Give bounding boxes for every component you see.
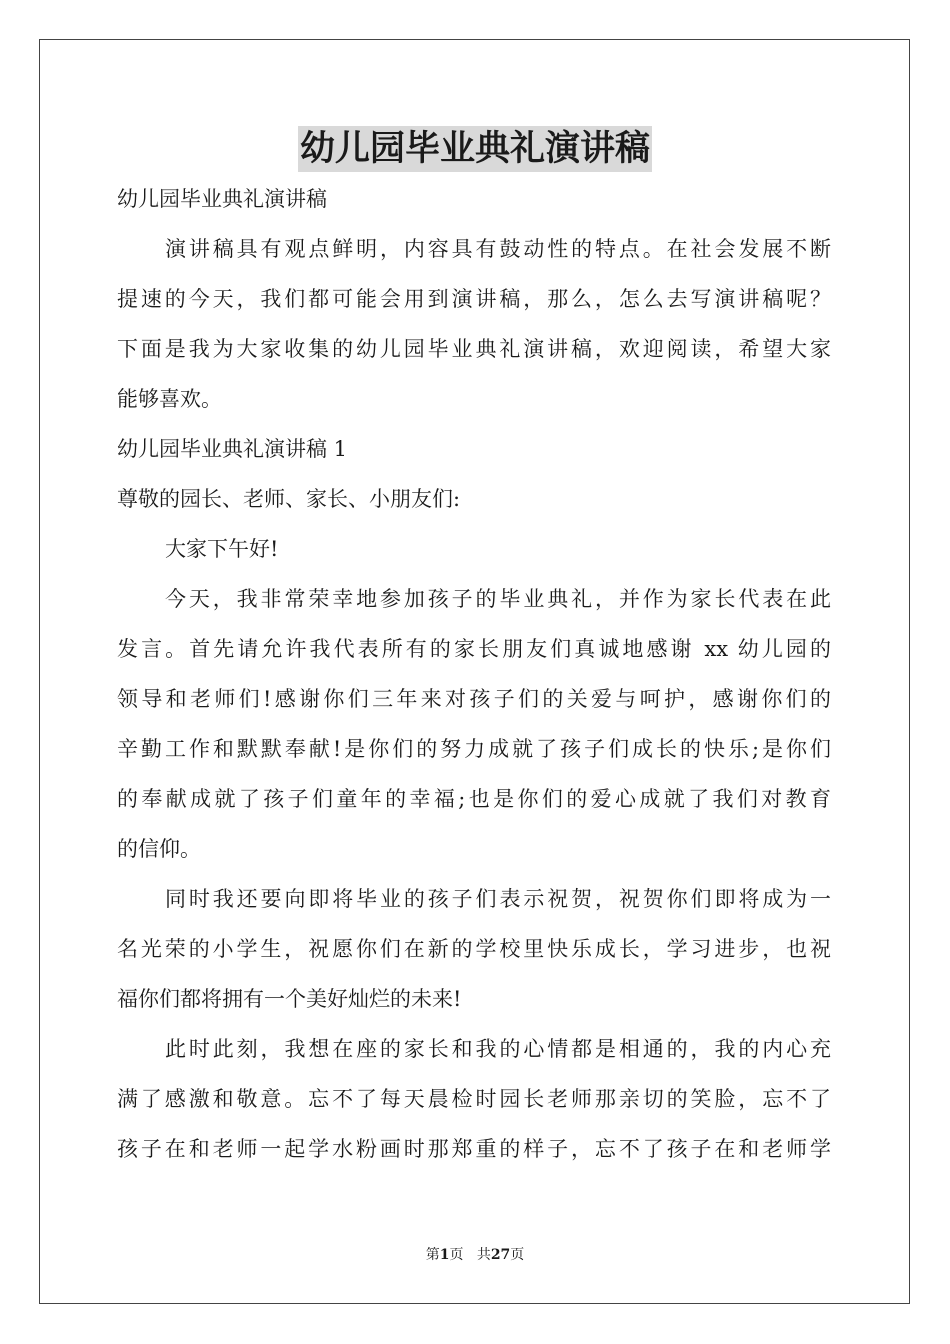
intro-line: 演讲稿具有观点鲜明，内容具有鼓动性的特点。在社会发展不断 [165, 237, 831, 261]
paragraph-line: 此时此刻，我想在座的家长和我的心情都是相通的，我的内心充 [165, 1037, 831, 1061]
greeting: 大家下午好! [165, 537, 279, 561]
salutation: 尊敬的园长、老师、家长、小朋友们: [117, 487, 461, 511]
subtitle: 幼儿园毕业典礼演讲稿 [117, 187, 327, 211]
intro-line: 下面是我为大家收集的幼儿园毕业典礼演讲稿，欢迎阅读，希望大家 [117, 337, 831, 361]
paragraph-line: 的奉献成就了孩子们童年的幸福;也是你们的爱心成就了我们对教育 [117, 787, 831, 811]
footer-page-number: 1 [439, 1247, 450, 1263]
footer-total-pages: 27 [490, 1247, 511, 1263]
footer-page-prefix: 第 [425, 1247, 440, 1263]
paragraph-line: 同时我还要向即将毕业的孩子们表示祝贺，祝贺你们即将成为一 [165, 887, 831, 911]
footer-total-prefix: 共 [476, 1247, 491, 1263]
footer-total-suffix: 页 [510, 1247, 525, 1263]
footer-page-suffix: 页 [449, 1247, 464, 1263]
paragraph-line: 的信仰。 [117, 837, 201, 861]
intro-line: 能够喜欢。 [117, 387, 222, 411]
intro-line: 提速的今天，我们都可能会用到演讲稿，那么，怎么去写演讲稿呢？ [117, 287, 831, 311]
paragraph-line: 领导和老师们!感谢你们三年来对孩子们的关爱与呵护，感谢你们的 [117, 687, 831, 711]
paragraph-line: 孩子在和老师一起学水粉画时那郑重的样子，忘不了孩子在和老师学 [117, 1137, 831, 1161]
paragraph-line: 发言。首先请允许我代表所有的家长朋友们真诚地感谢 xx 幼儿园的 [117, 637, 831, 661]
paragraph-line: 今天，我非常荣幸地参加孩子的毕业典礼，并作为家长代表在此 [165, 587, 831, 611]
paragraph-line: 辛勤工作和默默奉献!是你们的努力成就了孩子们成长的快乐;是你们 [117, 737, 831, 761]
paragraph-line: 福你们都将拥有一个美好灿烂的未来! [117, 987, 462, 1011]
paragraph-line: 满了感激和敬意。忘不了每天晨检时园长老师那亲切的笑脸，忘不了 [117, 1087, 831, 1111]
page-footer [0, 1244, 950, 1264]
section-heading: 幼儿园毕业典礼演讲稿 1 [117, 437, 348, 461]
paragraph-line: 名光荣的小学生，祝愿你们在新的学校里快乐成长，学习进步，也祝 [117, 937, 831, 961]
page-border [39, 39, 910, 1304]
document-title: 幼儿园毕业典礼演讲稿 [298, 126, 652, 172]
